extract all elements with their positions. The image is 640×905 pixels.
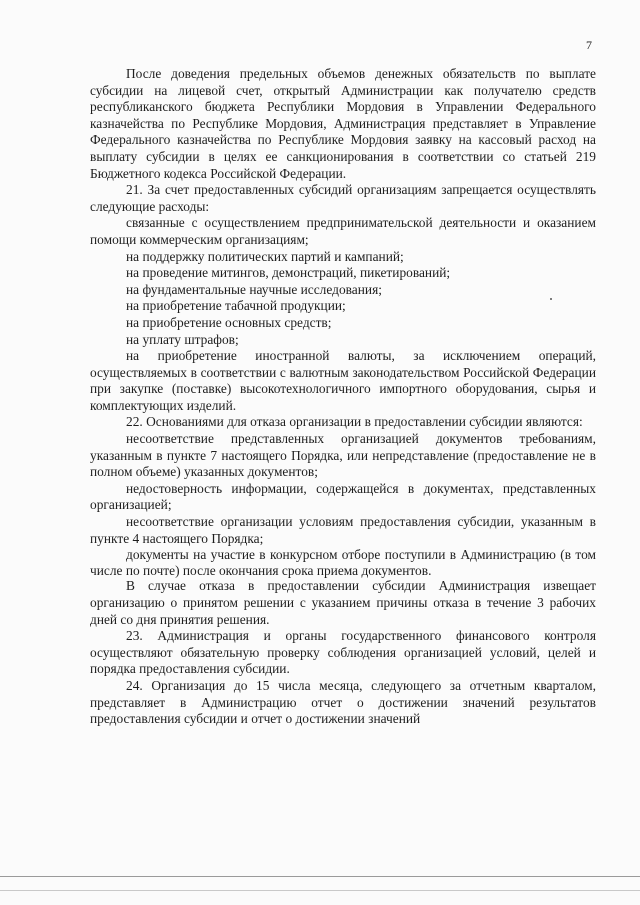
list-item-nonconforming-documents: несоответствие представленных организацией документов требованиям, указанным в пункте 7 настоящего Порядка, или непредставление (предоставление не в полном объеме) указанных документов; xyxy=(90,431,596,480)
paragraph-refusal-notice: В случае отказа в предоставлении субсидии Администрация извещает организацию о принятом решении с указанием причины отказа в течение 3 рабочих дней со дня принятия решения. xyxy=(90,578,596,627)
scan-edge-line xyxy=(0,876,640,877)
list-item-business-activity: связанные с осуществлением предпринимательской деятельности и оказанием помощи коммерческим организациям; xyxy=(90,215,596,247)
list-item-late-documents: документы на участие в конкурсном отборе поступили в Администрацию (в том числе по почте) после окончания срока приема документов. xyxy=(90,547,596,578)
scan-speck xyxy=(550,298,552,300)
paragraph-22-refusal-grounds: 22. Основаниями для отказа организации в предоставлении субсидии являются: xyxy=(126,414,583,430)
list-item-unreliable-information: недостоверность информации, содержащейся в документах, представленных организацией; xyxy=(90,480,596,513)
list-item-foreign-currency: на приобретение иностранной валюты, за исключением операций, осуществляемых в соответствии с валютным законодательством Российской Федерации при закупке (поставке) высокотехнологичного импортного оборудования, сырья и комплектующих изделий. xyxy=(90,348,596,413)
list-item-rallies: на проведение митингов, демонстраций, пикетирований; xyxy=(126,265,451,281)
scan-edge-line-lower xyxy=(0,890,640,891)
list-item-fixed-assets: на приобретение основных средств; xyxy=(126,314,332,330)
paragraph-21-prohibited-expenses: 21. За счет предоставленных субсидий организациям запрещается осуществлять следующие расходы: xyxy=(90,182,596,214)
list-item-fines: на уплату штрафов; xyxy=(126,331,239,347)
list-item-political-parties: на поддержку политических партий и кампаний; xyxy=(126,248,404,264)
page-number: 7 xyxy=(586,38,592,52)
paragraph-24-reporting: 24. Организация до 15 числа месяца, следующего за отчетным кварталом, представляет в Администрацию отчет о достижении значений результатов предоставления субсидии и отчет о достижении значений xyxy=(90,677,596,727)
paragraph-cash-request: После доведения предельных объемов денежных обязательств по выплате субсидии на лицевой счет, открытый Администрации как получателю средств республиканского бюджета Республики Мордовия в Управлении Федерального казначейства по Республике Мордовия, Администрация представляет в Управление Федерального казначейства по Республике Мордовия заявку на кассовый расход на выплату субсидии в целях ее санкционирования в соответствии со статьей 219 Бюджетного кодекса Российской Федерации. xyxy=(90,66,596,181)
document-body xyxy=(90,66,596,728)
list-item-tobacco: на приобретение табачной продукции; xyxy=(126,298,346,314)
paragraph-23-control: 23. Администрация и органы государственного финансового контроля осуществляют обязательную проверку соблюдения организацией условий, целей и порядка предоставления субсидии. xyxy=(90,628,596,677)
list-item-nonconforming-organization: несоответствие организации условиям предоставления субсидии, указанным в пункте 4 настоящего Порядка; xyxy=(90,514,596,546)
list-item-fundamental-research: на фундаментальные научные исследования; xyxy=(126,281,382,297)
